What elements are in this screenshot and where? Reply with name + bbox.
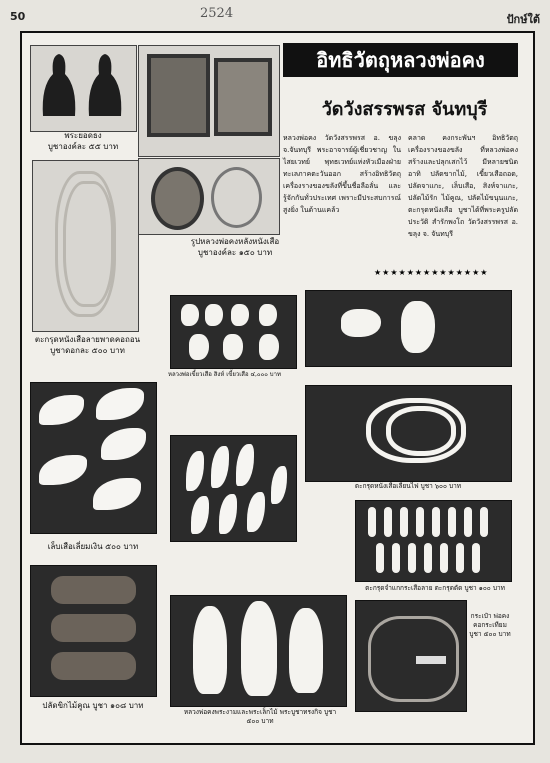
- palad-photo: [30, 565, 157, 697]
- page-header: [10, 8, 540, 30]
- portrait-oval-photo: [138, 158, 280, 235]
- caption-bag: กระเป๋า พ่อคง คอกระเทียม บูชา ๕๐๐ บาท: [469, 612, 511, 638]
- portrait-photo: [138, 45, 280, 157]
- body-text-left: หลวงพ่อคง วัดวังสรรพรส อ. ขลุง จ.จันทบุรี พระอาจารย์ผู้เชี่ยวชาญ ในไสยเวทย์ พุทธเวทย์แห่งหัวเมืองฝ่ายทะเลภาคตะวันออก สร้างอิทธิวัตถุเครื่องรางของขลังที่ขึ้นชื่อลือลั่น และรู้จักกันทั่วประเทศ เพราะมีประสบการณ์สูงยิ่ง ในด้านแคล้ว: [283, 134, 401, 214]
- bag-photo: [355, 600, 467, 712]
- caption-amulet-pair: พระยอดธง บูชาองค์ละ ๕๕ บาท: [47, 131, 119, 151]
- star-divider: ★★★★★★★★★★★★★★: [374, 268, 489, 277]
- carvings-photo: [170, 295, 297, 369]
- caption-portrait: รูปหลวงพ่อคงหลังหนังเสือ บูชาองค์ละ ๑๕๐ บาท: [190, 237, 280, 257]
- caption-mid-text: หลวงพ่อเขี้ยวเสือ สิงห์ เขี้ยวเสือ ๔,๐๐๐ บาท: [168, 371, 281, 378]
- article-subtitle: วัดวังสรรพรส จันทบุรี: [321, 99, 488, 120]
- buddha-amulets-icon: [31, 46, 136, 131]
- caption-rope: ตะกรุดหนังเสือลายพาดคอถอน บูชาดอกละ ๕๐๐ บาท: [34, 335, 141, 355]
- amulet-photo: [30, 45, 137, 132]
- handwritten-note: 2524: [200, 6, 234, 21]
- page-number: 50: [10, 10, 26, 23]
- claws-photo: [30, 382, 157, 534]
- takrud-rope-photo: [305, 385, 512, 482]
- bottom-carvings-photo: [170, 595, 347, 707]
- caption-sticks: ตะกรุดจำแกกระเสือลาย ตะกรุดตัด บูชา ๑๐๐ บาท: [365, 584, 505, 592]
- sticks-photo: [355, 500, 512, 582]
- magazine-name: ปักษ์ใต้: [506, 13, 540, 26]
- fangs-photo: [170, 435, 297, 542]
- body-text-right: คลาด คงกระพันฯ อิทธิวัตถุเครื่องรางของขลัง ที่หลวงพ่อคง สร้างและปลุกเสกไว้ มีหลายชนิด อาทิ ปลัดขากไม้, เขี้ยวเสือถอด, ปลัดจาแกะ, เล็บเสือ, สิงห์จาแกะ, ปลัดไม้รัก ไม้คูณ, ปลัดไม้ขนุนแกะ, ตะกรุดหนังเสือ บูชาได้ที่พระครูปลัดประวัติ สำรักพงโถ วัดวังสรรพรส อ. ขลุง จ. จันทบุรี: [408, 134, 518, 238]
- rope-photo: [32, 160, 139, 332]
- caption-takrud: ตะกรุดหนังเสือเลียนไฟ บูชา ๖๐๐ บาท: [354, 482, 462, 490]
- caption-bottom: หลวงพ่อคงพระงามและพระเล็กไม้ พระบูชาทรงกิจ บูชา ๕๐๐ บาท: [183, 708, 337, 725]
- caption-palad: ปลัดขิกไม้คูณ บูชา ๑๐๘ บาท: [42, 701, 144, 710]
- tiger-carving-photo: [305, 290, 512, 367]
- article-title: อิทธิวัตถุหลวงพ่อคง: [283, 43, 518, 77]
- caption-claws: เล็บเสือเลี่ยมเงิน ๕๐๐ บาท: [47, 542, 139, 551]
